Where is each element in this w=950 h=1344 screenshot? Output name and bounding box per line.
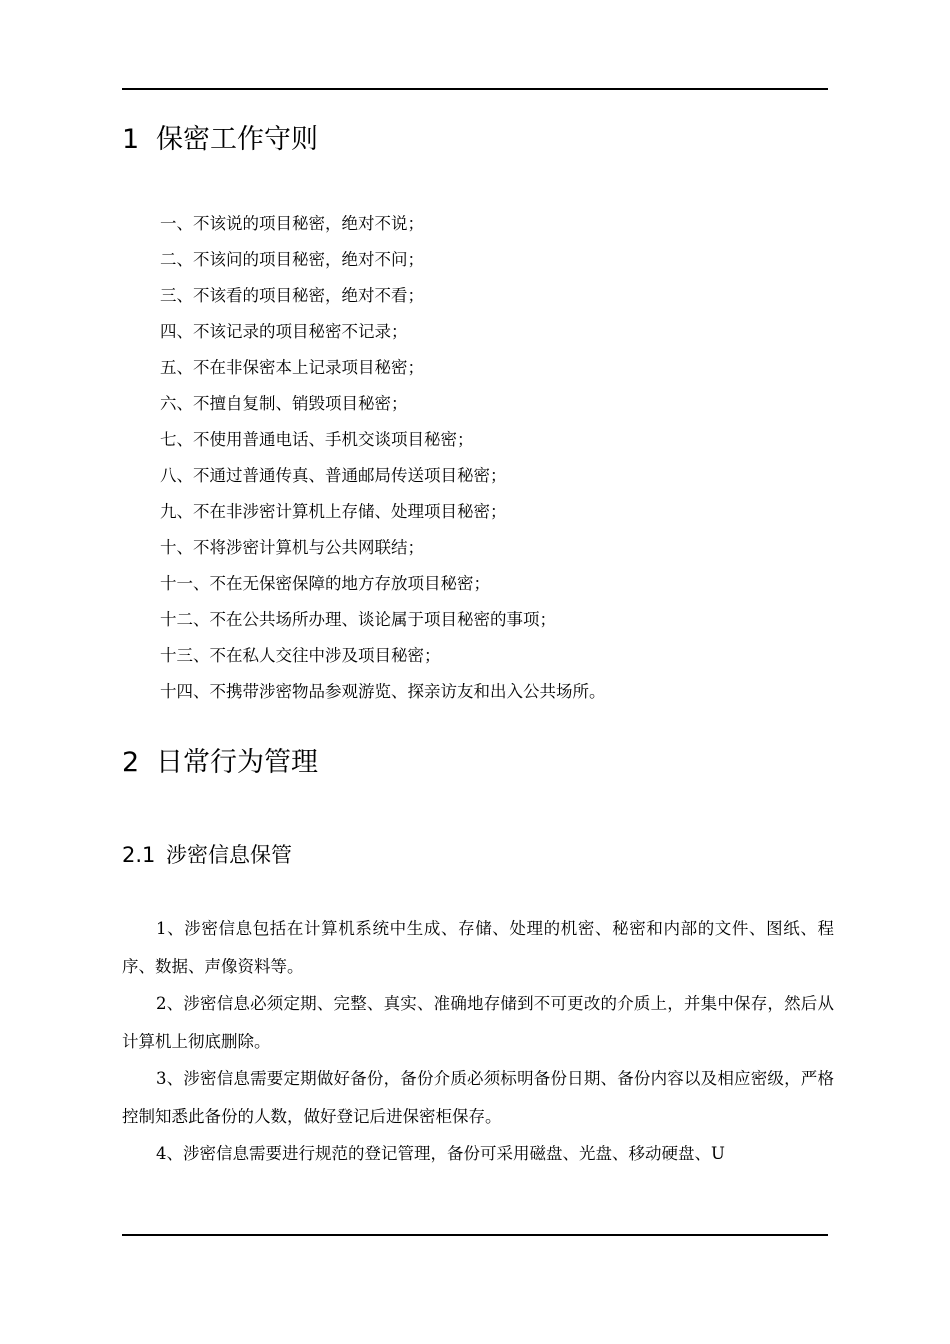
- header-rule: [122, 88, 828, 90]
- rule-item: 八、不通过普通传真、普通邮局传送项目秘密；: [160, 466, 507, 485]
- rule-item: 一、不该说的项目秘密，绝对不说；: [160, 214, 424, 233]
- confidentiality-rules-list: [160, 206, 606, 710]
- rule-item: 六、不擅自复制、销毁项目秘密；: [160, 394, 408, 413]
- rule-item: 十二、不在公共场所办理、谈论属于项目秘密的事项；: [160, 610, 556, 629]
- section-1-title: 保密工作守则: [156, 124, 318, 155]
- rule-item: 二、不该问的项目秘密，绝对不问；: [160, 250, 424, 269]
- rule-item: 四、不该记录的项目秘密不记录；: [160, 322, 408, 341]
- section-1-number: 1: [122, 124, 140, 155]
- footer-rule: [122, 1234, 828, 1236]
- rule-item: 九、不在非涉密计算机上存储、处理项目秘密；: [160, 502, 507, 521]
- rule-item: 十、不将涉密计算机与公共网联结；: [160, 538, 424, 557]
- section-2-heading: [122, 746, 318, 780]
- section-1-heading: [122, 123, 318, 157]
- subsection-2-1-heading: [122, 841, 292, 869]
- rule-item: 十一、不在无保密保障的地方存放项目秘密；: [160, 574, 490, 593]
- body-paragraph: 2、涉密信息必须定期、完整、真实、准确地存储到不可更改的介质上，并集中保存，然后从计算机上彻底删除。: [122, 994, 834, 1051]
- subsection-2-1-body: [122, 910, 834, 1173]
- section-2-title: 日常行为管理: [156, 747, 318, 778]
- body-paragraph: 3、涉密信息需要定期做好备份，备份介质必须标明备份日期、备份内容以及相应密级，严格控制知悉此备份的人数，做好登记后进保密柜保存。: [122, 1069, 834, 1126]
- section-2-number: 2: [122, 747, 140, 778]
- rule-item: 十四、不携带涉密物品参观游览、探亲访友和出入公共场所。: [160, 682, 606, 701]
- body-paragraph: 1、涉密信息包括在计算机系统中生成、存储、处理的机密、秘密和内部的文件、图纸、程序、数据、声像资料等。: [122, 919, 834, 976]
- subsection-2-1-number: 2.1: [122, 843, 156, 867]
- subsection-2-1-title: 涉密信息保管: [166, 843, 292, 867]
- rule-item: 十三、不在私人交往中涉及项目秘密；: [160, 646, 441, 665]
- rule-item: 三、不该看的项目秘密，绝对不看；: [160, 286, 424, 305]
- rule-item: 七、不使用普通电话、手机交谈项目秘密；: [160, 430, 474, 449]
- body-paragraph: 4、涉密信息需要进行规范的登记管理，备份可采用磁盘、光盘、移动硬盘、U: [156, 1144, 725, 1163]
- rule-item: 五、不在非保密本上记录项目秘密；: [160, 358, 424, 377]
